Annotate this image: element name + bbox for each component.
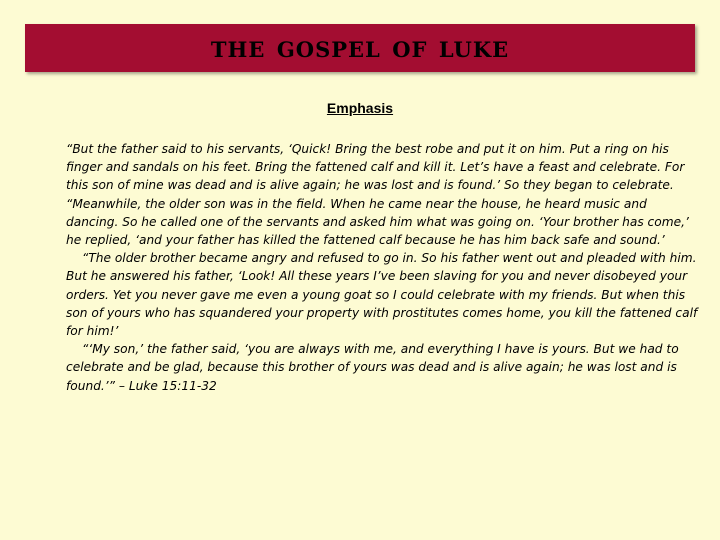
scripture-paragraph-1: “But the father said to his servants, ‘Quick! Bring the best robe and put it on him. Put a ring on his finger and sandals on his feet. Bring the fattened calf and kill it. Let’s have a feast and celebrate. For this son of mine was dead and is alive again; he was lost and is found.’ So they began to celebrate. “Meanwhile, the older son was in the field. When he came near the house, he heard music and dancing. So he called one of the servants and asked him what was going on. ‘Your brother has come,’ he replied, ‘and your father has killed the fattened calf because he has him back safe and sound.’ [66, 142, 689, 248]
title-banner [25, 24, 695, 72]
slide-subtitle: Emphasis [326, 100, 394, 116]
scripture-paragraph-2: “The older brother became angry and refused to go in. So his father went out and pleaded with him. But he answered his father, ‘Look! All these years I’ve been slaving for you and never disobeyed your orders. Yet you never gave me even a young goat so I could celebrate with my friends. But when this son of yours who has squandered your property with prostitutes comes home, you kill the fattened calf for him!’ [66, 251, 698, 339]
scripture-text [66, 140, 702, 395]
scripture-paragraph-3: “‘My son,’ the father said, ‘you are always with me, and everything I have is yours. But we had to celebrate and be glad, because this brother of yours was dead and is alive again; he was lost and is found.’” – Luke 15:11-32 [66, 342, 679, 393]
slide-title: the gospel of luke [210, 30, 510, 65]
